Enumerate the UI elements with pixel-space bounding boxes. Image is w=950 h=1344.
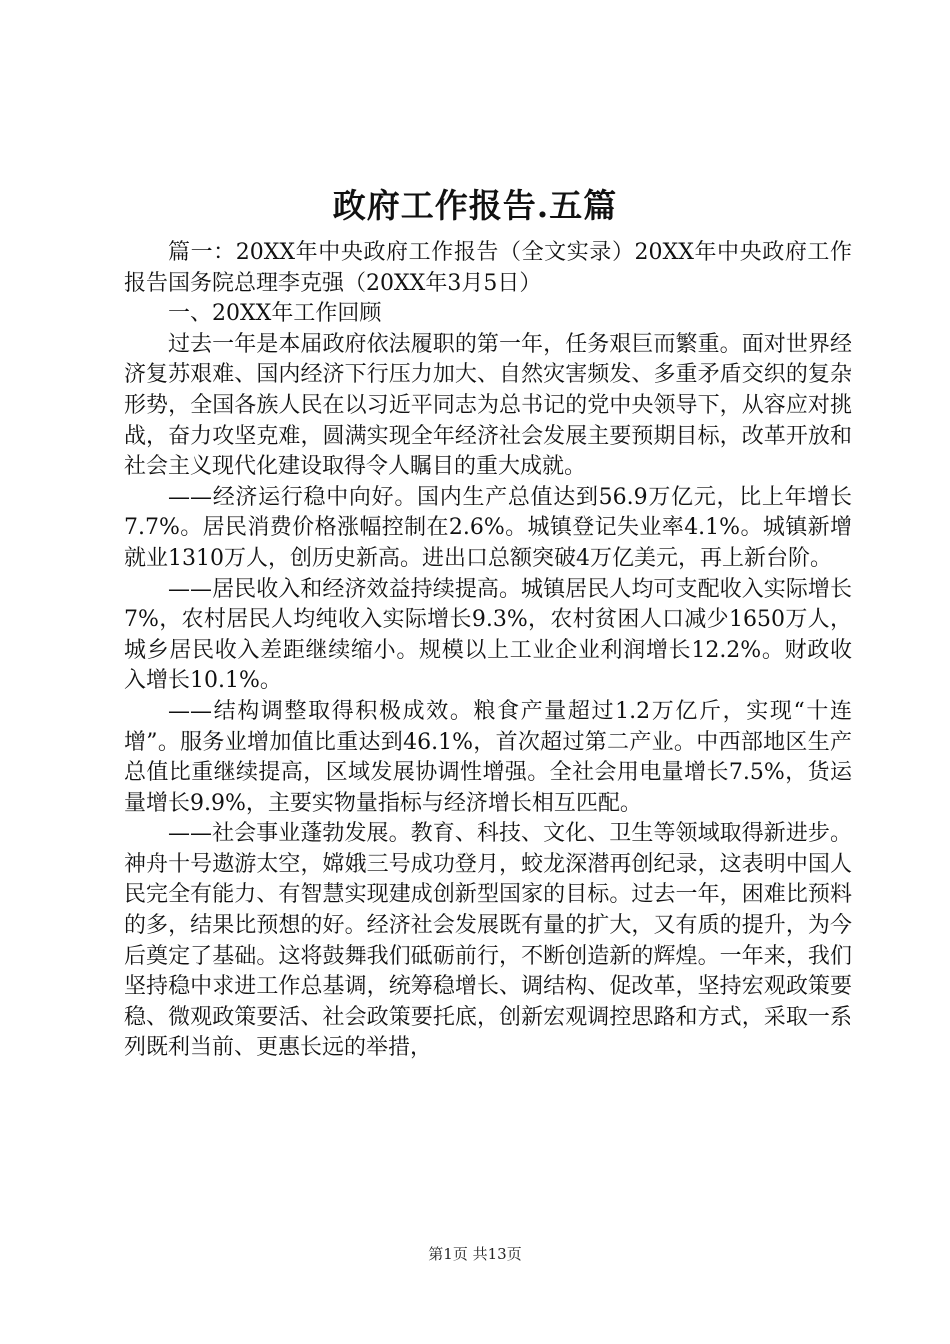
paragraph: 过去一年是本届政府依法履职的第一年，任务艰巨而繁重。面对世界经济复苏艰难、国内经济下行压力加大、自然灾害频发、多重矛盾交织的复杂形势，全国各族人民在以习近平同志为总书记的党中央领导下，从容应对挑战，奋力攻坚克难，圆满实现全年经济社会发展主要预期目标，改革开放和社会主义现代化建设取得令人瞩目的重大成就。 (124, 331, 852, 480)
document-title: 政府工作报告.五篇 (332, 186, 618, 225)
document-body (124, 238, 852, 1064)
paragraph: ——结构调整取得积极成效。粮食产量超过1.2万亿斤，实现“十连增”。服务业增加值比重达到46.1%，首次超过第二产业。中西部地区生产总值比重继续提高，区域发展协调性增强。全社会用电量增长7.5%，货运量增长9.9%，主要实物量指标与经济增长相互匹配。 (124, 698, 852, 816)
section-heading: 一、20XX年工作回顾 (168, 301, 382, 327)
paragraph: ——社会事业蓬勃发展。教育、科技、文化、卫生等领域取得新进步。神舟十号遨游太空，嫦娥三号成功登月，蛟龙深潜再创纪录，这表明中国人民完全有能力、有智慧实现建成创新型国家的目标。过去一年，困难比预料的多，结果比预想的好。经济社会发展既有量的扩大，又有质的提升，为今后奠定了基础。这将鼓舞我们砥砺前行，不断创造新的辉煌。一年来，我们坚持稳中求进工作总基调，统筹稳增长、调结构、促改革，坚持宏观政策要稳、微观政策要活、社会政策要托底，创新宏观调控思路和方式，采取一系列既利当前、更惠长远的举措， (124, 821, 852, 1061)
paragraph: ——经济运行稳中向好。国内生产总值达到56.9万亿元，比上年增长7.7%。居民消费价格涨幅控制在2.6%。城镇登记失业率4.1%。城镇新增就业1310万人，创历史新高。进出口总额突破4万亿美元，再上新台阶。 (124, 484, 852, 571)
page-footer: 第1页 共13页 (428, 1245, 522, 1263)
paragraph: ——居民收入和经济效益持续提高。城镇居民人均可支配收入实际增长7%，农村居民人均纯收入实际增长9.3%，农村贫困人口减少1650万人，城乡居民收入差距继续缩小。规模以上工业企业利润增长12.2%。财政收入增长10.1%。 (124, 576, 852, 694)
paragraph-intro: 篇一：20XX年中央政府工作报告（全文实录）20XX年中央政府工作报告国务院总理李克强（20XX年3月5日） (124, 240, 852, 296)
